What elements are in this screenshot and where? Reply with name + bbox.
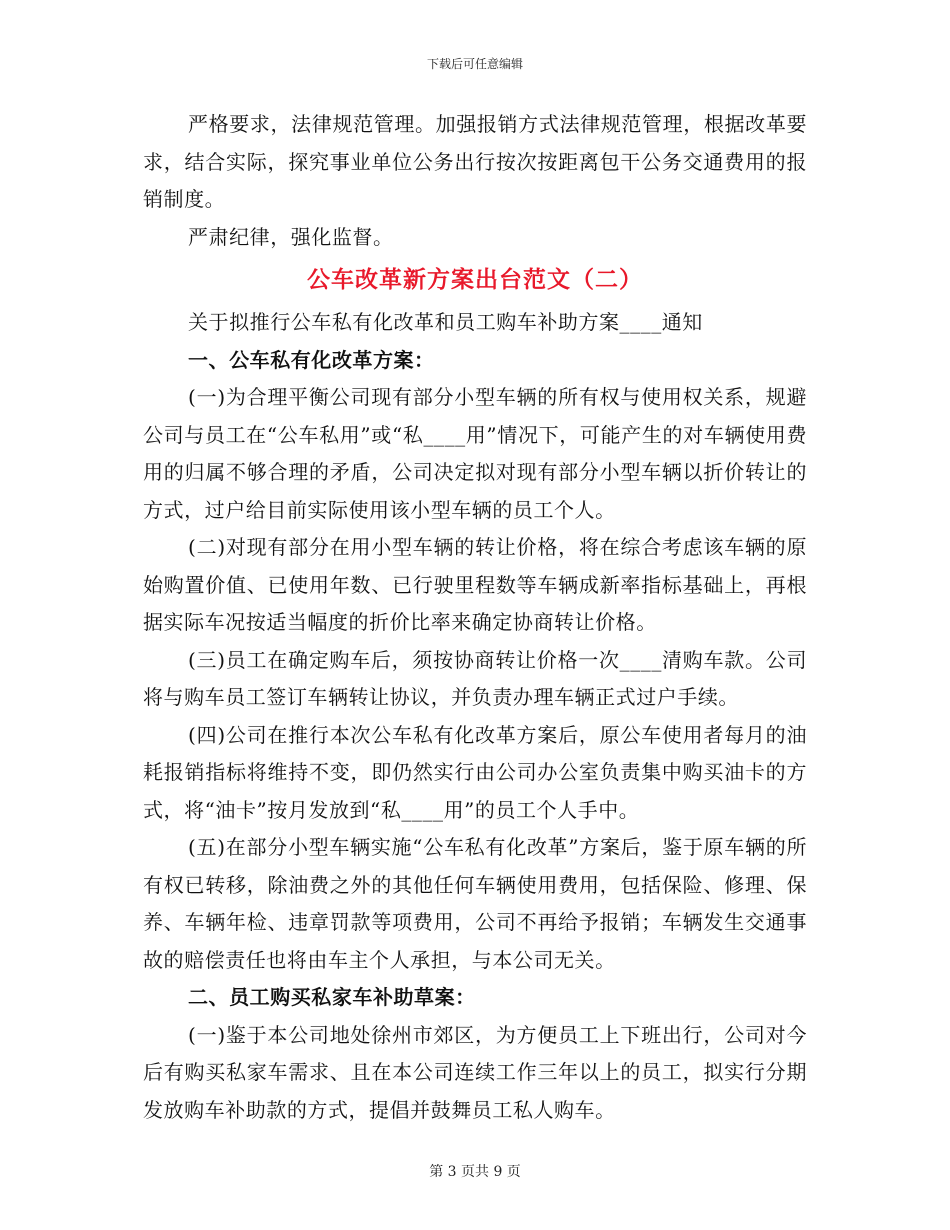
section2-heading: 二、员工购买私家车补助草案： — [188, 985, 476, 1009]
section1-item-3: (三)员工在确定购车后，须按协商转让价格一次____清购车款。公司将与购车员工签订车辆转让协议，并负责办理车辆正式过户手续。 — [143, 647, 807, 709]
section1-item-5: (五)在部分小型车辆实施“公车私有化改革”方案后，鉴于原车辆的所有权已转移，除油费之外的其他任何车辆使用费用，包括保险、修理、保养、车辆年检、违章罚款等项费用，公司不再给予报销；车辆发生交通事故的赔偿责任也将由车主个人承担，与本公司无关。 — [143, 835, 807, 972]
section1-item-2: (二)对现有部分在用小型车辆的转让价格，将在综合考虑该车辆的原始购置价值、已使用年数、已行驶里程数等车辆成新率指标基础上，再根据实际车况按适当幅度的折价比率来确定协商转让价格。 — [143, 535, 807, 634]
page-header: 下载后可任意编辑 — [426, 57, 523, 71]
section-title: 公车改革新方案出台范文（二） — [307, 266, 643, 293]
notice-intro: 关于拟推行公车私有化改革和员工购车补助方案____通知 — [188, 310, 703, 334]
page-footer: 第 3 页共 9 页 — [429, 1164, 521, 1180]
section1-item-4: (四)公司在推行本次公车私有化改革方案后，原公车使用者每月的油耗报销指标将维持不变，即仍然实行由公司办公室负责集中购买油卡的方式，将“油卡”按月发放到“私____用”的员工个人手中。 — [143, 722, 807, 822]
document-body — [143, 106, 807, 1129]
paragraph-discipline: 严肃纪律，强化监督。 — [188, 224, 394, 249]
section1-heading: 一、公车私有化改革方案： — [188, 347, 435, 372]
paragraph-standardize-management: 严格要求，法律规范管理。加强报销方式法律规范管理，根据改革要求，结合实际，探究事业单位公务出行按次按距离包干公务交通费用的报销制度。 — [143, 112, 807, 211]
section1-item-1: (一)为合理平衡公司现有部分小型车辆的所有权与使用权关系，规避公司与员工在“公车私用”或“私____用”情况下，可能产生的对车辆使用费用的归属不够合理的矛盾，公司决定拟对现有部分小型车辆以折价转让的方式，过户给目前实际使用该小型车辆的员工个人。 — [143, 385, 807, 522]
section2-item-1: (一)鉴于本公司地处徐州市郊区，为方便员工上下班出行，公司对今后有购买私家车需求、且在本公司连续工作三年以上的员工，拟实行分期发放购车补助款的方式，提倡并鼓舞员工私人购车。 — [143, 1022, 807, 1122]
